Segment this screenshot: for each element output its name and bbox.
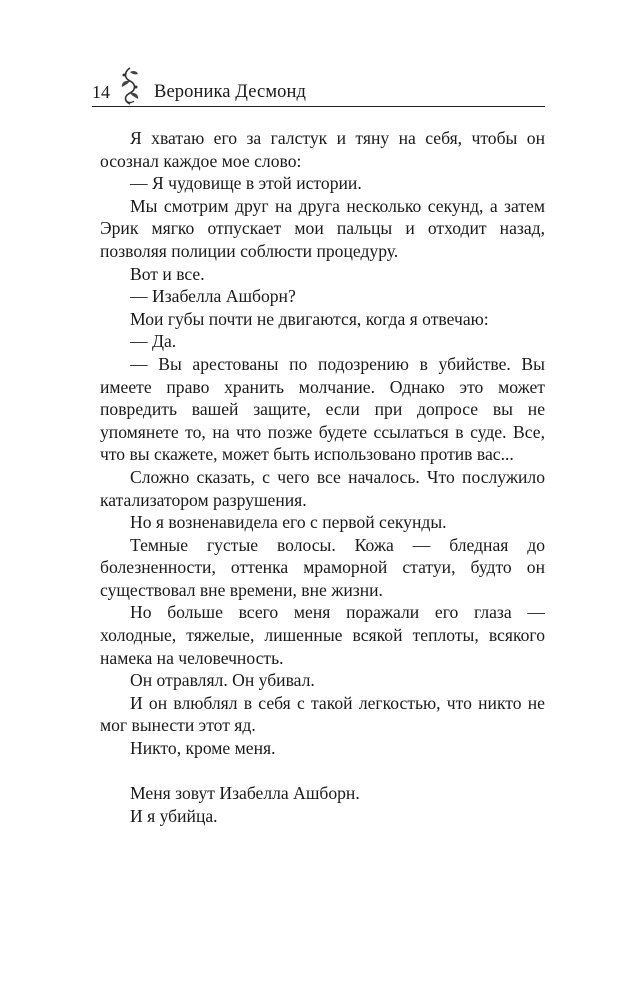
paragraph: — Я чудовище в этой истории. [130, 173, 362, 194]
paragraph: Меня зовут Изабелла Ашборн. [130, 783, 360, 804]
paragraph: Мы смотрим друг на друга несколько секунд, а затем Эрик мягко отпускает мои пальцы и отходит назад, позволяя полиции соблюсти процедуру. [100, 195, 545, 261]
body-text [100, 127, 545, 827]
paragraph: Никто, кроме меня. [130, 738, 276, 759]
paragraph: — Вы арестованы по подозрению в убийстве. Вы имеете право хранить молчание. Однако это может повредить вашей защите, если при допросе вы не упомянете то, на что позже будете ссылаться в суде. Все, что вы скажете, может быть использовано против вас... [100, 353, 545, 465]
paragraph: Сложно сказать, с чего все началось. Что послужило катализатором разрушения. [100, 466, 545, 510]
paragraph: Но я возненавидела его с первой секунды. [130, 512, 447, 533]
decorative-vine-icon [116, 66, 144, 106]
paragraph: Темные густые волосы. Кожа — бледная до болезненности, оттенка мраморной статуи, будто он существовал вне времени, вне жизни. [100, 534, 545, 600]
page-number: 14 [92, 82, 110, 102]
running-title-author: Вероника Десмонд [154, 82, 306, 102]
paragraph: Мои губы почти не двигаются, когда я отвечаю: [130, 308, 489, 329]
paragraph: И я убийца. [130, 805, 218, 826]
paragraph: Он отравлял. Он убивал. [130, 670, 315, 691]
paragraph: И он влюблял в себя с такой легкостью, что никто не мог вынести этот яд. [100, 692, 545, 736]
paragraph: Я хватаю его за галстук и тяну на себя, чтобы он осознал каждое мое слово: [100, 128, 545, 171]
running-header [92, 66, 545, 107]
paragraph: Вот и все. [130, 263, 205, 284]
paragraph: Но больше всего меня поражали его глаза — холодные, тяжелые, лишенные всякой теплоты, всякого намека на человечность. [100, 602, 545, 668]
paragraph: — Изабелла Ашборн? [130, 286, 296, 307]
paragraph: — Да. [130, 331, 177, 352]
